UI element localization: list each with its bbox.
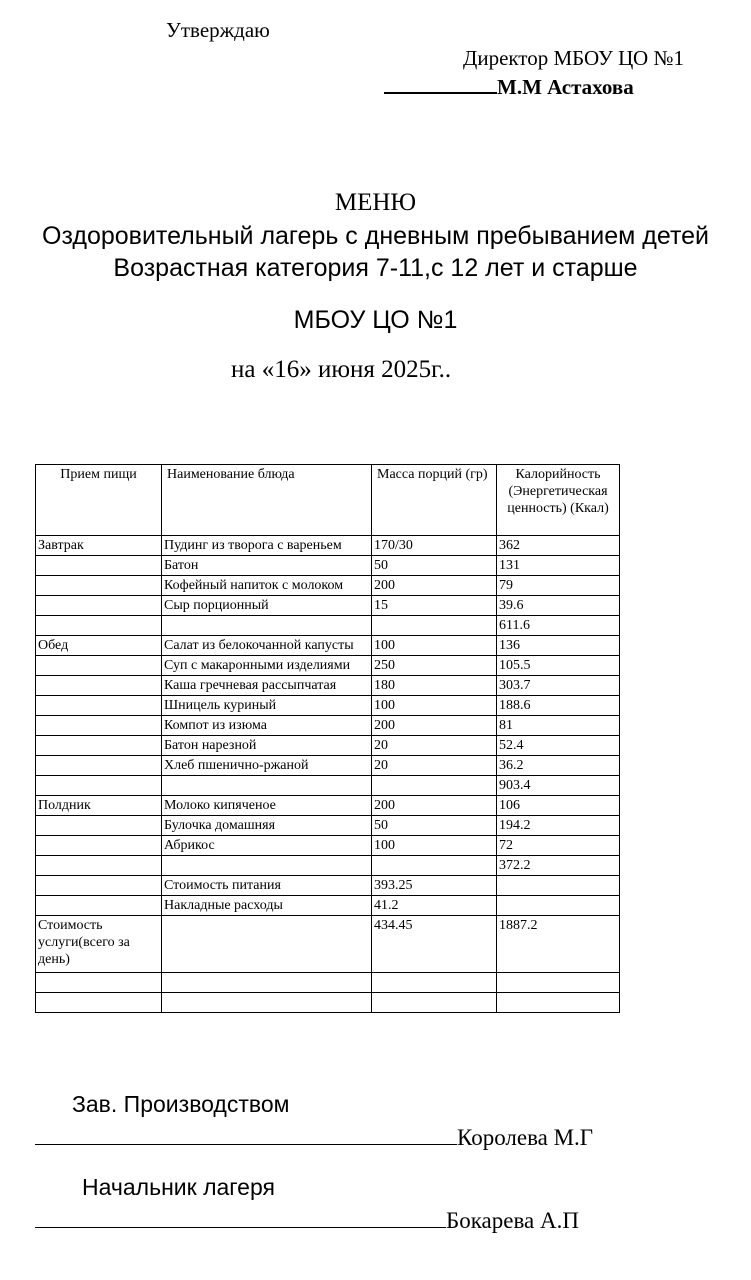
approval-label: Утверждаю <box>166 18 270 42</box>
mass-cell <box>372 616 497 636</box>
kcal-subtotal: 903.4 <box>497 776 620 796</box>
dish-cell: Хлеб пшенично-ржаной <box>162 756 372 776</box>
total-kcal: 1887.2 <box>497 916 620 973</box>
director-signature <box>384 74 634 100</box>
mass-cell: 200 <box>372 716 497 736</box>
school-name: МБОУ ЦО №1 <box>293 306 458 334</box>
table-row <box>36 536 620 556</box>
mass-cell: 15 <box>372 596 497 616</box>
mass-cell <box>372 973 497 993</box>
meal-cell <box>36 816 162 836</box>
meal-cell <box>36 836 162 856</box>
mass-cell: 200 <box>372 796 497 816</box>
dish-cell <box>162 973 372 993</box>
meal-cell <box>36 676 162 696</box>
total-cost: 434.45 <box>372 916 497 973</box>
header-dish: Наименование блюда <box>162 465 372 536</box>
kcal-cell: 36.2 <box>497 756 620 776</box>
kcal-cell: 52.4 <box>497 736 620 756</box>
mass-cell: 41.2 <box>372 896 497 916</box>
mass-cell: 50 <box>372 556 497 576</box>
mass-cell: 100 <box>372 636 497 656</box>
meal-cell <box>36 993 162 1013</box>
age-category: Возрастная категория 7-11,с 12 лет и старше <box>113 254 638 282</box>
kcal-cell: 194.2 <box>497 816 620 836</box>
kcal-subtotal: 611.6 <box>497 616 620 636</box>
table-row <box>36 636 620 656</box>
empty-row <box>36 993 620 1013</box>
dish-cell: Суп с макаронными изделиями <box>162 656 372 676</box>
mass-cell: 100 <box>372 836 497 856</box>
meal-cell: Завтрак <box>36 536 162 556</box>
menu-title: МЕНЮ <box>334 189 417 216</box>
mass-cell <box>372 776 497 796</box>
mass-cell: 20 <box>372 736 497 756</box>
dish-cell: Накладные расходы <box>162 896 372 916</box>
dish-cell <box>162 916 372 973</box>
mass-cell: 200 <box>372 576 497 596</box>
signature-line <box>35 1122 457 1145</box>
production-head-label: Зав. Производством <box>72 1091 290 1117</box>
kcal-cell <box>497 896 620 916</box>
mass-cell: 20 <box>372 756 497 776</box>
director-name: М.М Астахова <box>497 75 634 99</box>
dish-cell: Сыр порционный <box>162 596 372 616</box>
meal-cell <box>36 696 162 716</box>
header-mass: Масса порций (гр) <box>372 465 497 536</box>
mass-cell: 180 <box>372 676 497 696</box>
menu-table <box>35 464 620 1013</box>
dish-cell: Каша гречневая рассыпчатая <box>162 676 372 696</box>
signature-line <box>384 74 497 94</box>
kcal-cell: 39.6 <box>497 596 620 616</box>
table-row <box>36 756 620 776</box>
mass-cell <box>372 856 497 876</box>
header-meal: Прием пищи <box>36 465 162 536</box>
director-title: Директор МБОУ ЦО №1 <box>463 46 684 70</box>
table-row <box>36 876 620 896</box>
kcal-cell: 303.7 <box>497 676 620 696</box>
dish-cell: Кофейный напиток с молоком <box>162 576 372 596</box>
dish-cell: Пудинг из творога с вареньем <box>162 536 372 556</box>
dish-cell: Салат из белокочанной капусты <box>162 636 372 656</box>
mass-cell: 393.25 <box>372 876 497 896</box>
kcal-cell <box>497 876 620 896</box>
kcal-cell: 72 <box>497 836 620 856</box>
camp-head-name: Бокарева А.П <box>446 1208 579 1233</box>
mass-cell: 100 <box>372 696 497 716</box>
meal-cell: Обед <box>36 636 162 656</box>
camp-subtitle: Оздоровительный лагерь с дневным пребыванием детей <box>42 222 709 250</box>
meal-cell <box>36 856 162 876</box>
table-row <box>36 816 620 836</box>
kcal-subtotal: 372.2 <box>497 856 620 876</box>
kcal-cell: 106 <box>497 796 620 816</box>
table-row <box>36 716 620 736</box>
menu-date: на «16» июня 2025г.. <box>231 356 452 383</box>
meal-cell <box>36 556 162 576</box>
header-kcal: Калорийность (Энергетическая ценность) (Ккал) <box>497 465 620 536</box>
meal-cell <box>36 776 162 796</box>
table-row <box>36 656 620 676</box>
meal-cell <box>36 876 162 896</box>
dish-cell <box>162 993 372 1013</box>
dish-cell: Батон <box>162 556 372 576</box>
subtotal-row <box>36 616 620 636</box>
meal-cell <box>36 756 162 776</box>
total-row <box>36 916 620 973</box>
dish-cell: Батон нарезной <box>162 736 372 756</box>
meal-cell <box>36 896 162 916</box>
dish-cell: Стоимость питания <box>162 876 372 896</box>
table-row <box>36 596 620 616</box>
table-row <box>36 896 620 916</box>
dish-cell <box>162 776 372 796</box>
signature-line <box>35 1205 446 1228</box>
kcal-cell: 362 <box>497 536 620 556</box>
dish-cell: Булочка домашняя <box>162 816 372 836</box>
dish-cell: Компот из изюма <box>162 716 372 736</box>
kcal-cell <box>497 993 620 1013</box>
table-row <box>36 796 620 816</box>
mass-cell: 250 <box>372 656 497 676</box>
table-row <box>36 676 620 696</box>
subtotal-row <box>36 776 620 796</box>
subtotal-row <box>36 856 620 876</box>
dish-cell: Абрикос <box>162 836 372 856</box>
production-signature <box>35 1122 593 1151</box>
kcal-cell: 105.5 <box>497 656 620 676</box>
table-row <box>36 556 620 576</box>
mass-cell <box>372 993 497 1013</box>
kcal-cell: 79 <box>497 576 620 596</box>
meal-cell <box>36 596 162 616</box>
production-head-name: Королева М.Г <box>457 1125 594 1150</box>
table-row <box>36 576 620 596</box>
empty-row <box>36 973 620 993</box>
table-row <box>36 736 620 756</box>
table-row <box>36 836 620 856</box>
camp-signature <box>35 1205 579 1234</box>
kcal-cell: 81 <box>497 716 620 736</box>
kcal-cell: 131 <box>497 556 620 576</box>
dish-cell <box>162 856 372 876</box>
dish-cell: Шницель куриный <box>162 696 372 716</box>
kcal-cell: 188.6 <box>497 696 620 716</box>
meal-cell <box>36 576 162 596</box>
meal-cell <box>36 736 162 756</box>
total-label: Стоимость услуги(всего за день) <box>36 916 162 973</box>
kcal-cell <box>497 973 620 993</box>
meal-cell <box>36 973 162 993</box>
meal-cell <box>36 616 162 636</box>
dish-cell <box>162 616 372 636</box>
meal-cell: Полдник <box>36 796 162 816</box>
mass-cell: 50 <box>372 816 497 836</box>
table-row <box>36 696 620 716</box>
table-header-row <box>36 465 620 536</box>
kcal-cell: 136 <box>497 636 620 656</box>
dish-cell: Молоко кипяченое <box>162 796 372 816</box>
meal-cell <box>36 656 162 676</box>
mass-cell: 170/30 <box>372 536 497 556</box>
meal-cell <box>36 716 162 736</box>
camp-head-label: Начальник лагеря <box>82 1174 275 1200</box>
